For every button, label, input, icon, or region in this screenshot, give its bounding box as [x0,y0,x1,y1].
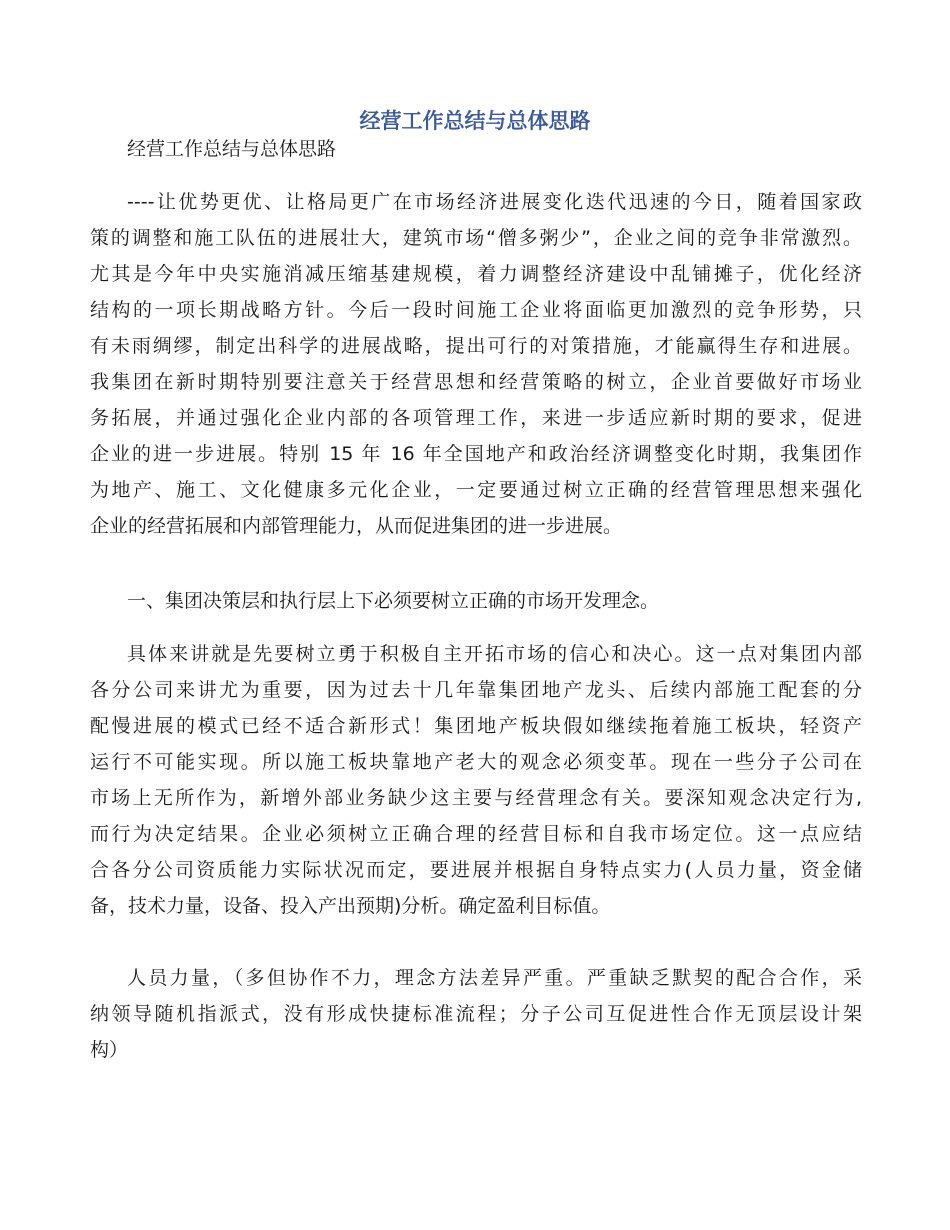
paragraph-line: 有未雨绸缪，制定出科学的进展战略，提出可行的对策措施，才能赢得生存和进展。 [90,335,862,357]
paragraph-line: ----让优势更优、让格局更广在市场经济进展变化迭代迅速的今日，随着国家政 [127,191,862,213]
document-subtitle: 经营工作总结与总体思路 [127,138,337,160]
paragraph-line: 尤其是今年中央实施消减压缩基建规模，着力调整经济建设中乱铺摊子，优化经济 [90,263,862,285]
paragraph-market-development [90,636,862,924]
paragraph-line: 我集团在新时期特别要注意关于经营思想和经营策略的树立，企业首要做好市场业 [90,371,862,393]
paragraph-line: 市场上无所作为，新增外部业务缺少这主要与经营理念有关。要深知观念决定行为, [90,787,862,809]
paragraph-line: 企业的经营拓展和内部管理能力，从而促进集团的进一步进展。 [90,515,623,537]
paragraph-line: 构） [90,1039,129,1061]
paragraph-line: 策的调整和施工队伍的进展壮大，建筑市场“僧多粥少”，企业之间的竞争非常激烈。 [90,227,862,249]
paragraph-line: 纳领导随机指派式，没有形成快捷标准流程；分子公司互促进性合作无顶层设计架 [90,1003,862,1025]
document-title: 经营工作总结与总体思路 [359,109,591,133]
section-heading-1 [90,583,862,619]
paragraph-line: 备，技术力量，设备、投入产出预期)分析。确定盈利目标值。 [90,895,611,917]
paragraph-line: 配慢进展的模式已经不适合新形式！集团地产板块假如继续拖着施工板块，轻资产 [90,715,862,737]
paragraph-line: 合各分公司资质能力实际状况而定，要进展并根据自身特点实力(人员力量，资金储 [90,859,862,881]
paragraph-line: 运行不可能实现。所以施工板块靠地产老大的观念必须变革。现在一些分子公司在 [90,751,862,773]
paragraph-line: 结构的一项长期战略方针。今后一段时间施工企业将面临更加激烈的竞争形势，只 [90,299,862,321]
paragraph-line: 务拓展，并通过强化企业内部的各项管理工作，来进一步适应新时期的要求，促进 [90,407,862,429]
paragraph-line: 具体来讲就是先要树立勇于积极自主开拓市场的信心和决心。这一点对集团内部 [127,643,862,665]
paragraph-line: 一、集团决策层和执行层上下必须要树立正确的市场开发理念。 [127,590,660,612]
paragraph-line: 而行为决定结果。企业必须树立正确合理的经营目标和自我市场定位。这一点应结 [90,823,862,845]
paragraph-line: 各分公司来讲尤为重要，因为过去十几年靠集团地产龙头、后续内部施工配套的分 [90,679,862,701]
paragraph-line: 为地产、施工、文化健康多元化企业，一定要通过树立正确的经营管理思想来强化 [90,479,862,501]
paragraph-line: 人员力量，（多但协作不力，理念方法差异严重。严重缺乏默契的配合合作，采 [127,967,862,989]
paragraph-personnel [90,960,862,1068]
paragraph-intro [90,184,862,544]
paragraph-line: 企业的进一步进展。特别 15 年 16 年全国地产和政治经济调整变化时期，我集团作 [90,443,862,465]
